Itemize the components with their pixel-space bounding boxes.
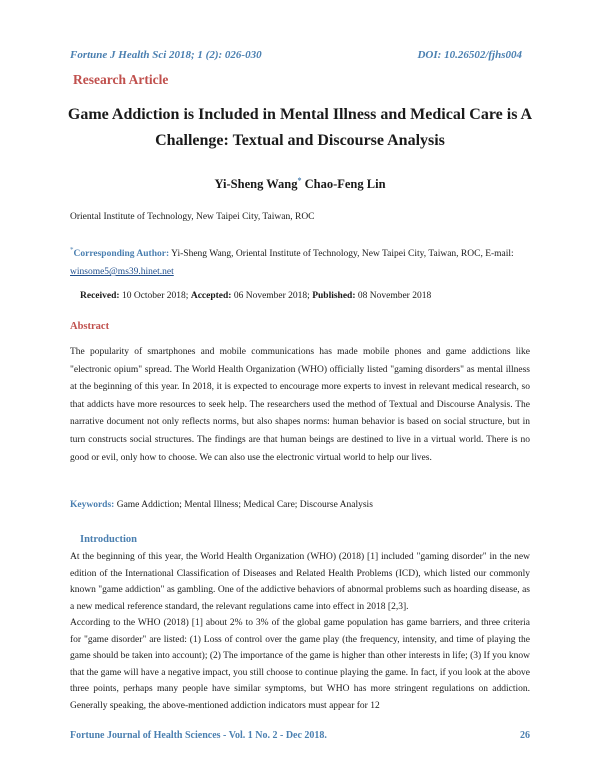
journal-citation: Fortune J Health Sci 2018; 1 (2): 026-030 [70,49,262,61]
author-name: Yi-Sheng Wang [214,177,298,192]
paper-title: Game Addiction is Included in Mental Illness and Medical Care is A Challenge: Textual and Discourse Analysis [67,106,533,149]
paragraph: At the beginning of this year, the World Health Organization (WHO) (2018) [1] included "gaming disorder" in the new edition of the International Classification of Diseases and Related Health Problems (ICD), which listed our commonly known "game addiction" as gambling. One of the addictive behaviors of abnormal problems such as hoarding disease, as a new medical reference standard, the relevant regulations came into effect in 2018 [2,3]. [70,552,530,612]
keywords [70,500,373,510]
author-name: Chao-Feng Lin [304,177,386,192]
corresponding-text: Yi-Sheng Wang, Oriental Institute of Technology, New Taipei City, Taiwan, ROC, E-mail: [169,249,514,260]
received-label: Received: [80,291,120,301]
introduction-body [70,549,530,714]
author-list [0,176,600,192]
page-number: 26 [520,730,530,741]
published-label: Published: [312,291,356,301]
corresponding-label: Corresponding Author: [73,249,170,260]
abstract-heading: Abstract [70,321,110,332]
accepted-date: 06 November 2018; [231,291,313,301]
introduction-heading: Introduction [80,534,137,545]
article-type: Research Article [73,72,169,87]
keywords-label: Keywords: [70,500,115,510]
doi: DOI: 10.26502/fjhs004 [417,49,522,61]
received-date: 10 October 2018; [119,291,191,301]
article-dates [80,291,431,301]
footer-journal: Fortune Journal of Health Sciences - Vol. 1 No. 2 - Dec 2018. [70,730,327,741]
published-date: 08 November 2018 [355,291,432,301]
corresponding-author [70,241,534,281]
paragraph: According to the WHO (2018) [1] about 2% to 3% of the global game population has game barriers, and three criteria for "game disorder" are listed: (1) Loss of control over the game play (the frequency, intensity, and time of playing the game should be taken into account); (2) The importance of the game is higher than other interests in life; (3) If you know that the game will have a negative impact, you still choose to continue playing the game. In fact, if you look at the above three points, perhaps many people have similar symptoms, but WHO has more stringent regulations on addiction. Generally speaking, the above-mentioned addiction indicators must appear for 12 [70,618,530,711]
corresponding-mark: * [297,176,302,185]
email-link[interactable]: winsome5@ms39.hinet.net [70,267,174,278]
accepted-label: Accepted: [190,291,232,301]
corresponding-mark: * [70,246,74,254]
abstract-body: The popularity of smartphones and mobile communications has made mobile phones and game addictions like "electronic opium" spread. The World Health Organization (WHO) officially listed "gaming disorders" as mental illness at the beginning of this year. In 2018, it is expected to encourage more experts to invest in relevant medical research, so that addicts have more resources to seek help. The researchers used the method of Textual and Discourse Analysis. The narrative document not only reflects norms, but also shapes norms: human behavior is based on social structure, but in turn constructs social structures. The findings are that human beings are destined to live in a virtual world. There is no good or evil, only how to choose. We can also use the electronic virtual world to help our lives. [70,347,530,463]
affiliation: Oriental Institute of Technology, New Taipei City, Taiwan, ROC [70,212,315,222]
keywords-text: Game Addiction; Mental Illness; Medical Care; Discourse Analysis [114,500,373,510]
